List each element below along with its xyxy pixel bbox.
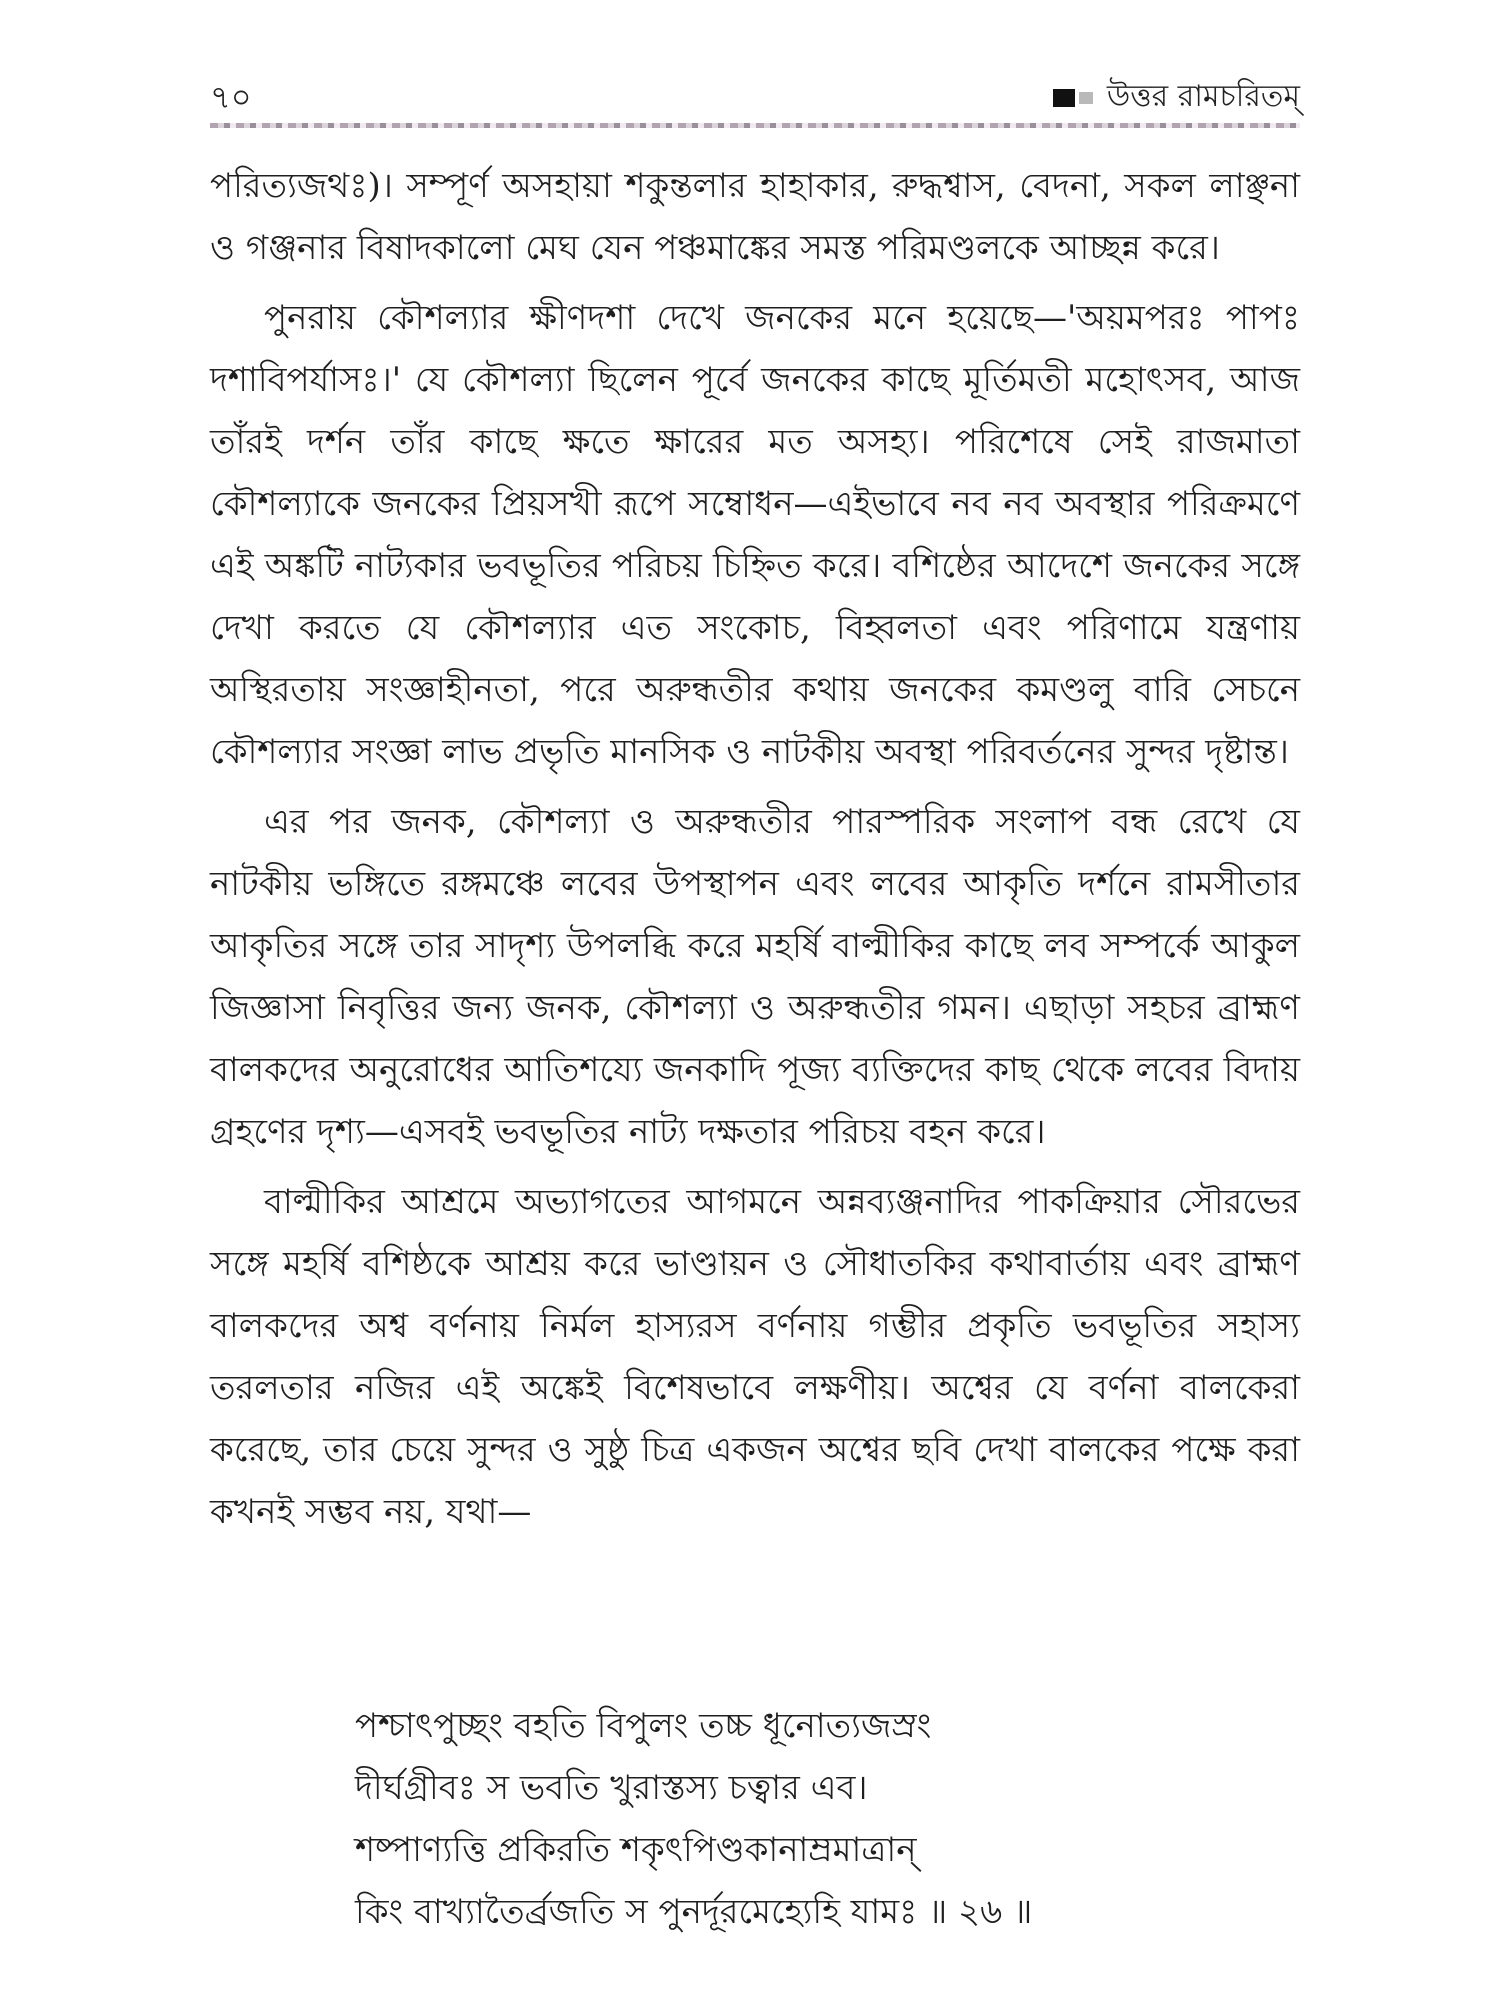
- square-bullet-icon: [1053, 89, 1075, 107]
- paragraph-2: পুনরায় কৌশল্যার ক্ষীণদশা দেখে জনকের মনে হয়েছে—'অয়মপরঃ পাপঃ দশাবিপর্যাসঃ।' যে কৌশল্যা ছিলেন পূর্বে জনকের কাছে মূর্তিমতী মহোৎসব, আজ তাঁরই দর্শন তাঁর কাছে ক্ষতে ক্ষারের মত অসহ্য। পরিশেষে সেই রাজমাতা কৌশল্যাকে জনকের প্রিয়সখী রূপে সম্বোধন—এইভাবে নব নব অবস্থার পরিক্রমণে এই অঙ্কটি নাট্যকার ভবভূতির পরিচয় চিহ্নিত করে। বশিষ্ঠের আদেশে জনকের সঙ্গে দেখা করতে যে কৌশল্যার এত সংকোচ, বিহ্বলতা এবং পরিণামে যন্ত্রণায় অস্থিরতায় সংজ্ঞাহীনতা, পরে অরুন্ধতীর কথায় জনকের কমণ্ডলু বারি সেচনে কৌশল্যার সংজ্ঞা লাভ প্রভৃতি মানসিক ও নাটকীয় অবস্থা পরিবর্তনের সুন্দর দৃষ্টান্ত।: [210, 298, 1300, 772]
- sanskrit-verse: [355, 1695, 1175, 1943]
- verse-line-1: পশ্চাৎপুচ্ছং বহতি বিপুলং তচ্চ ধূনোত্যজস্রং: [355, 1706, 932, 1746]
- verse-line-3: শষ্পাণ্যত্তি প্রকিরতি শকৃৎপিণ্ডকানাম্রমাত্রান্: [355, 1830, 917, 1870]
- header-rule: [210, 123, 1300, 128]
- main-text: [210, 155, 1300, 1551]
- page-header: [210, 66, 1300, 126]
- running-head: [1053, 72, 1300, 123]
- paragraph-3: এর পর জনক, কৌশল্যা ও অরুন্ধতীর পারস্পরিক সংলাপ বন্ধ রেখে যে নাটকীয় ভঙ্গিতে রঙ্গমঞ্চে লবের উপস্থাপন এবং লবের আকৃতি দর্শনে রামসীতার আকৃতির সঙ্গে তার সাদৃশ্য উপলব্ধি করে মহর্ষি বাল্মীকির কাছে লব সম্পর্কে আকুল জিজ্ঞাসা নিবৃত্তির জন্য জনক, কৌশল্যা ও অরুন্ধতীর গমন। এছাড়া সহচর ব্রাহ্মণ বালকদের অনুরোধের আতিশয্যে জনকাদি পূজ্য ব্যক্তিদের কাছ থেকে লবের বিদায় গ্রহণের দৃশ্য—এসবই ভবভূতির নাট্য দক্ষতার পরিচয় বহন করে।: [210, 802, 1300, 1152]
- page-number: ৭০: [210, 78, 252, 116]
- paragraph-1: পরিত্যজথঃ)। সম্পূর্ণ অসহায়া শকুন্তলার হাহাকার, রুদ্ধশ্বাস, বেদনা, সকল লাঞ্ছনা ও গঞ্জনার বিষাদকালো মেঘ যেন পঞ্চমাঙ্কের সমস্ত পরিমণ্ডলকে আচ্ছন্ন করে।: [210, 166, 1300, 268]
- paragraph-4: বাল্মীকির আশ্রমে অভ্যাগতের আগমনে অন্নব্যঞ্জনাদির পাকক্রিয়ার সৌরভের সঙ্গে মহর্ষি বশিষ্ঠকে আশ্রয় করে ভাণ্ডায়ন ও সৌধাতকির কথাবার্তায় এবং ব্রাহ্মণ বালকদের অশ্ব বর্ণনায় নির্মল হাস্যরস বর্ণনায় গম্ভীর প্রকৃতি ভবভূতির সহাস্য তরলতার নজির এই অঙ্কেই বিশেষভাবে লক্ষণীয়। অশ্বের যে বর্ণনা বালকেরা করেছে, তার চেয়ে সুন্দর ও সুষ্ঠু চিত্র একজন অশ্বের ছবি দেখা বালকের পক্ষে করা কখনই সম্ভব নয়, যথা—: [210, 1182, 1300, 1532]
- small-square-icon: [1079, 92, 1093, 104]
- verse-line-4: কিং বাখ্যাতৈর্ব্রজতি স পুনর্দূরমেহ্যেহি যামঃ ॥ ২৬ ॥: [355, 1892, 1033, 1932]
- verse-line-2: দীর্ঘগ্রীবঃ স ভবতি খুরাস্তস্য চত্বার এব।: [355, 1768, 868, 1808]
- running-title: উত্তর রামচরিতম্: [1106, 79, 1300, 114]
